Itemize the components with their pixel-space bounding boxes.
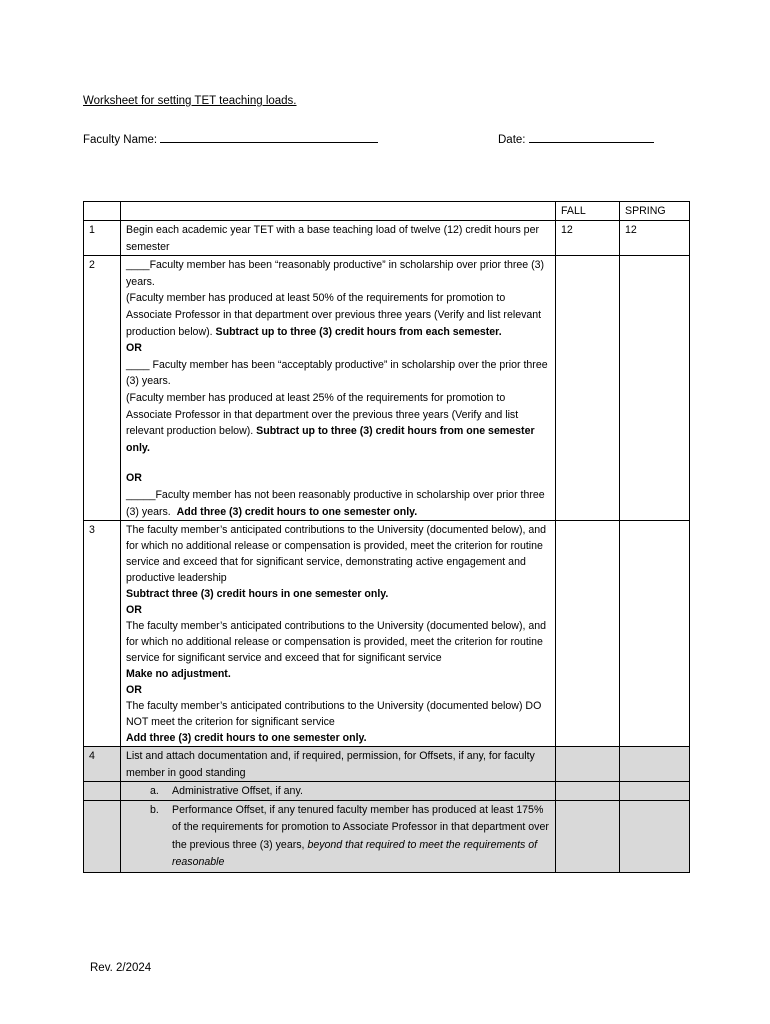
row2-or-1: OR xyxy=(126,342,142,355)
row4b-label: Performance Offset, if any tenured faculty member has produced at least 175% of the requirements for promotion to Associate Professor in that department over the previous three (3) years, xyxy=(172,803,549,851)
table-row-3 xyxy=(84,521,690,747)
row2-option1-instruction: Subtract up to three (3) credit hours from each semester. xyxy=(215,325,502,338)
row4a-marker: a. xyxy=(150,785,159,798)
row3-option1-instruction: Subtract three (3) credit hours in one semester only. xyxy=(126,588,389,601)
row2-option2-line: ____ Faculty member has been “acceptably productive” in scholarship over the prior three (3) years. xyxy=(126,358,548,388)
faculty-name-line xyxy=(83,131,378,146)
row4b-body xyxy=(172,802,550,872)
row4b-fall-value[interactable] xyxy=(556,800,620,872)
row2-spring-value[interactable] xyxy=(620,256,690,521)
row4a-spring-value[interactable] xyxy=(620,782,690,801)
row3-or-2: OR xyxy=(126,684,142,697)
row3-or-1: OR xyxy=(126,604,142,617)
row2-option3-text: _____Faculty member has not been reasonably productive in scholarship over prior three (3) years. xyxy=(126,488,545,518)
table-row-4 xyxy=(84,747,690,782)
table-row-4b xyxy=(84,800,690,872)
row4a-label: Administrative Offset, if any. xyxy=(172,785,303,798)
header-spring: SPRING xyxy=(620,202,690,221)
row2-option3-line xyxy=(126,487,550,520)
row4b-italic-text: beyond that required to meet the requirements of reasonable xyxy=(172,838,538,869)
row3-option2-instruction: Make no adjustment. xyxy=(126,668,231,681)
row4b-spring-value[interactable] xyxy=(620,800,690,872)
row4b-number xyxy=(84,800,121,872)
row4-number: 4 xyxy=(84,747,121,782)
teaching-load-table xyxy=(83,201,690,873)
row1-number: 1 xyxy=(84,221,121,256)
table-header-row xyxy=(84,202,690,221)
row3-option1-text: The faculty member’s anticipated contributions to the University (documented below), and for which no additional release or compensation is provided, meet the criterion for routine service and exceed that for significant service, demonstrating active engagement and productive leadership xyxy=(126,524,547,585)
row4a-item xyxy=(126,783,550,800)
header-fall: FALL xyxy=(556,202,620,221)
row2-spacer xyxy=(126,456,550,470)
row2-option2-detail xyxy=(126,390,550,456)
row2-text xyxy=(121,256,556,521)
revision-label: Rev. 2/2024 xyxy=(90,962,152,974)
row4a-text xyxy=(121,782,556,801)
row3-option3-text: The faculty member’s anticipated contributions to the University (documented below) DO NOT meet the criterion for significant service xyxy=(126,700,542,729)
row4-spring-value[interactable] xyxy=(620,747,690,782)
row3-text xyxy=(121,521,556,747)
row2-option1-line: ____Faculty member has been “reasonably productive” in scholarship over prior three (3) years. xyxy=(126,259,545,288)
row4b-item xyxy=(126,802,550,872)
date-field[interactable] xyxy=(529,131,654,143)
row3-option2-text: The faculty member’s anticipated contributions to the University (documented below), and for which no additional release or compensation is provided, meet the criterion for routine service for significant service and exceed that for significant service xyxy=(126,620,547,665)
row2-option3-instruction: Add three (3) credit hours to one semester only. xyxy=(176,505,418,518)
row4-text: List and attach documentation and, if required, permission, for Offsets, if any, for faculty member in good standing xyxy=(121,747,556,782)
date-line xyxy=(498,131,654,146)
row3-spring-value[interactable] xyxy=(620,521,690,747)
row3-fall-value[interactable] xyxy=(556,521,620,747)
date-label: Date: xyxy=(498,134,526,146)
row4-fall-value[interactable] xyxy=(556,747,620,782)
row2-option1-detail xyxy=(126,290,550,340)
row4a-fall-value[interactable] xyxy=(556,782,620,801)
document-title: Worksheet for setting TET teaching loads. xyxy=(83,95,297,107)
faculty-name-label: Faculty Name: xyxy=(83,134,158,146)
row2-option2-detail-text: (Faculty member has produced at least 25% of the requirements for promotion to Associate Professor in that department over the previous three years (Verify and list relevant production below). xyxy=(126,391,519,438)
header-blank-desc xyxy=(121,202,556,221)
row1-spring-value[interactable]: 12 xyxy=(620,221,690,256)
row1-text: Begin each academic year TET with a base teaching load of twelve (12) credit hours per semester xyxy=(121,221,556,256)
row2-or-2: OR xyxy=(126,472,142,485)
row2-option1-detail-text: (Faculty member has produced at least 50% of the requirements for promotion to Associate Professor in that department over previous three years (Verify and list relevant production below). xyxy=(126,292,542,338)
faculty-name-field[interactable] xyxy=(160,131,378,143)
table-row-1 xyxy=(84,221,690,256)
row4a-number xyxy=(84,782,121,801)
table-row-2 xyxy=(84,256,690,521)
row4b-marker: b. xyxy=(150,803,159,816)
row2-fall-value[interactable] xyxy=(556,256,620,521)
row4b-text xyxy=(121,800,556,872)
header-blank-num xyxy=(84,202,121,221)
row2-number: 2 xyxy=(84,256,121,521)
table-row-4a xyxy=(84,782,690,801)
row3-option3-instruction: Add three (3) credit hours to one semester only. xyxy=(126,732,367,745)
row1-fall-value[interactable]: 12 xyxy=(556,221,620,256)
row2-option2-instruction: Subtract up to three (3) credit hours from one semester only. xyxy=(126,425,535,454)
row3-number: 3 xyxy=(84,521,121,747)
